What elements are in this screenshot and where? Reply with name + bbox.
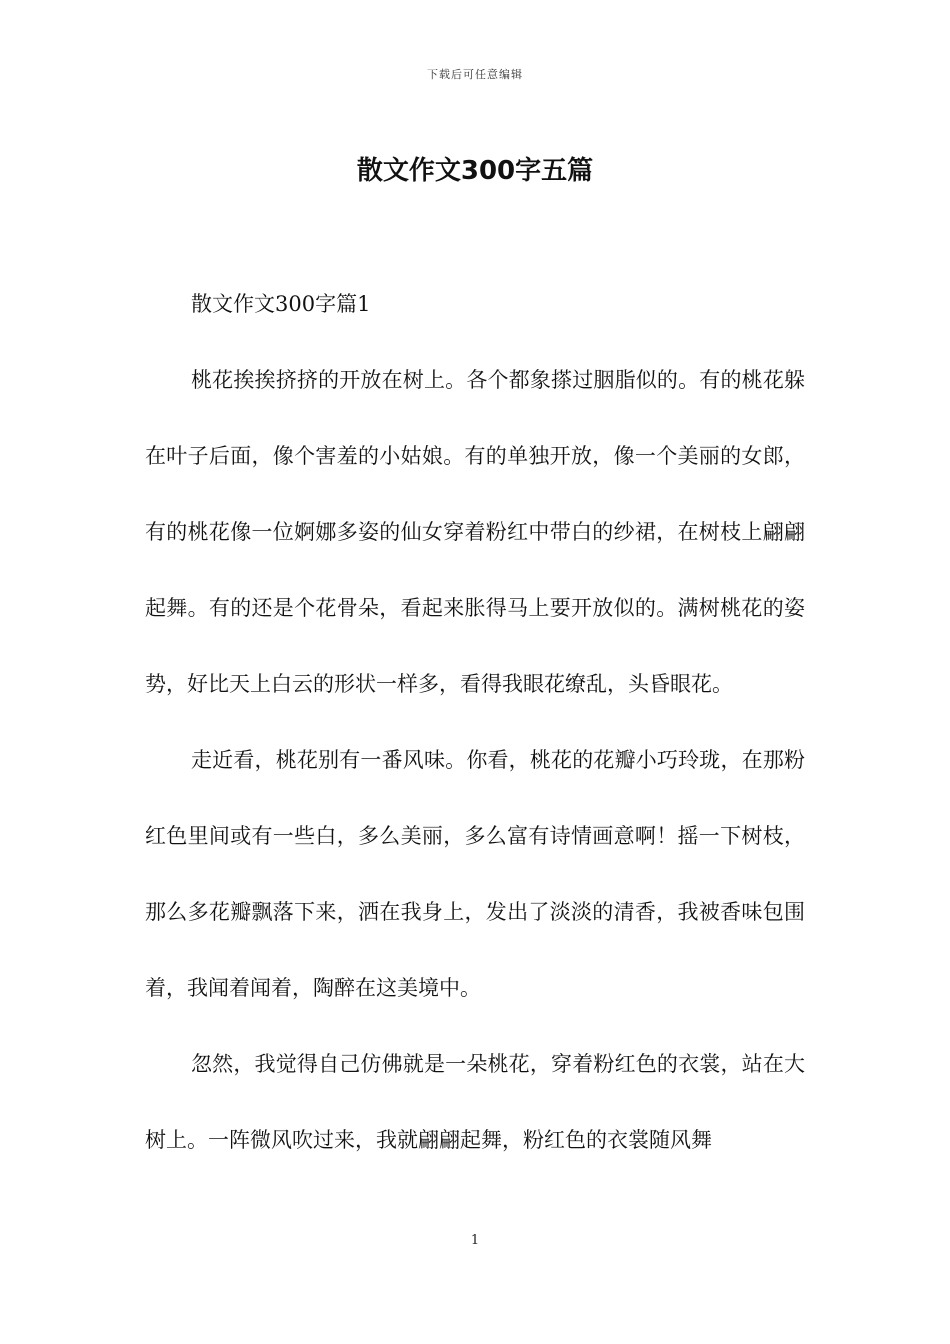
paragraph-3: 忽然，我觉得自己仿佛就是一朵桃花，穿着粉红色的衣裳，站在大树上。一阵微风吹过来，我就翩翩起舞，粉红色的衣裳随风舞 bbox=[145, 1052, 805, 1152]
header-note: 下载后可任意编辑 bbox=[427, 68, 523, 81]
document-body bbox=[145, 266, 805, 1178]
page-number: 1 bbox=[470, 1233, 480, 1248]
paragraph-1: 桃花挨挨挤挤的开放在树上。各个都象搽过胭脂似的。有的桃花躲在叶子后面，像个害羞的小姑娘。有的单独开放，像一个美丽的女郎，有的桃花像一位婀娜多姿的仙女穿着粉红中带白的纱裙，在树枝上翩翩起舞。有的还是个花骨朵，看起来胀得马上要开放似的。满树桃花的姿势，好比天上白云的形状一样多，看得我眼花缭乱，头昏眼花。 bbox=[145, 368, 805, 696]
paragraph-2: 走近看，桃花别有一番风味。你看，桃花的花瓣小巧玲珑，在那粉红色里间或有一些白，多么美丽，多么富有诗情画意啊！摇一下树枝，那么多花瓣飘落下来，洒在我身上，发出了淡淡的清香，我被香味包围着，我闻着闻着，陶醉在这美境中。 bbox=[145, 748, 805, 1000]
section-heading: 散文作文300字篇1 bbox=[191, 292, 371, 316]
document-title: 散文作文300字五篇 bbox=[356, 156, 594, 186]
